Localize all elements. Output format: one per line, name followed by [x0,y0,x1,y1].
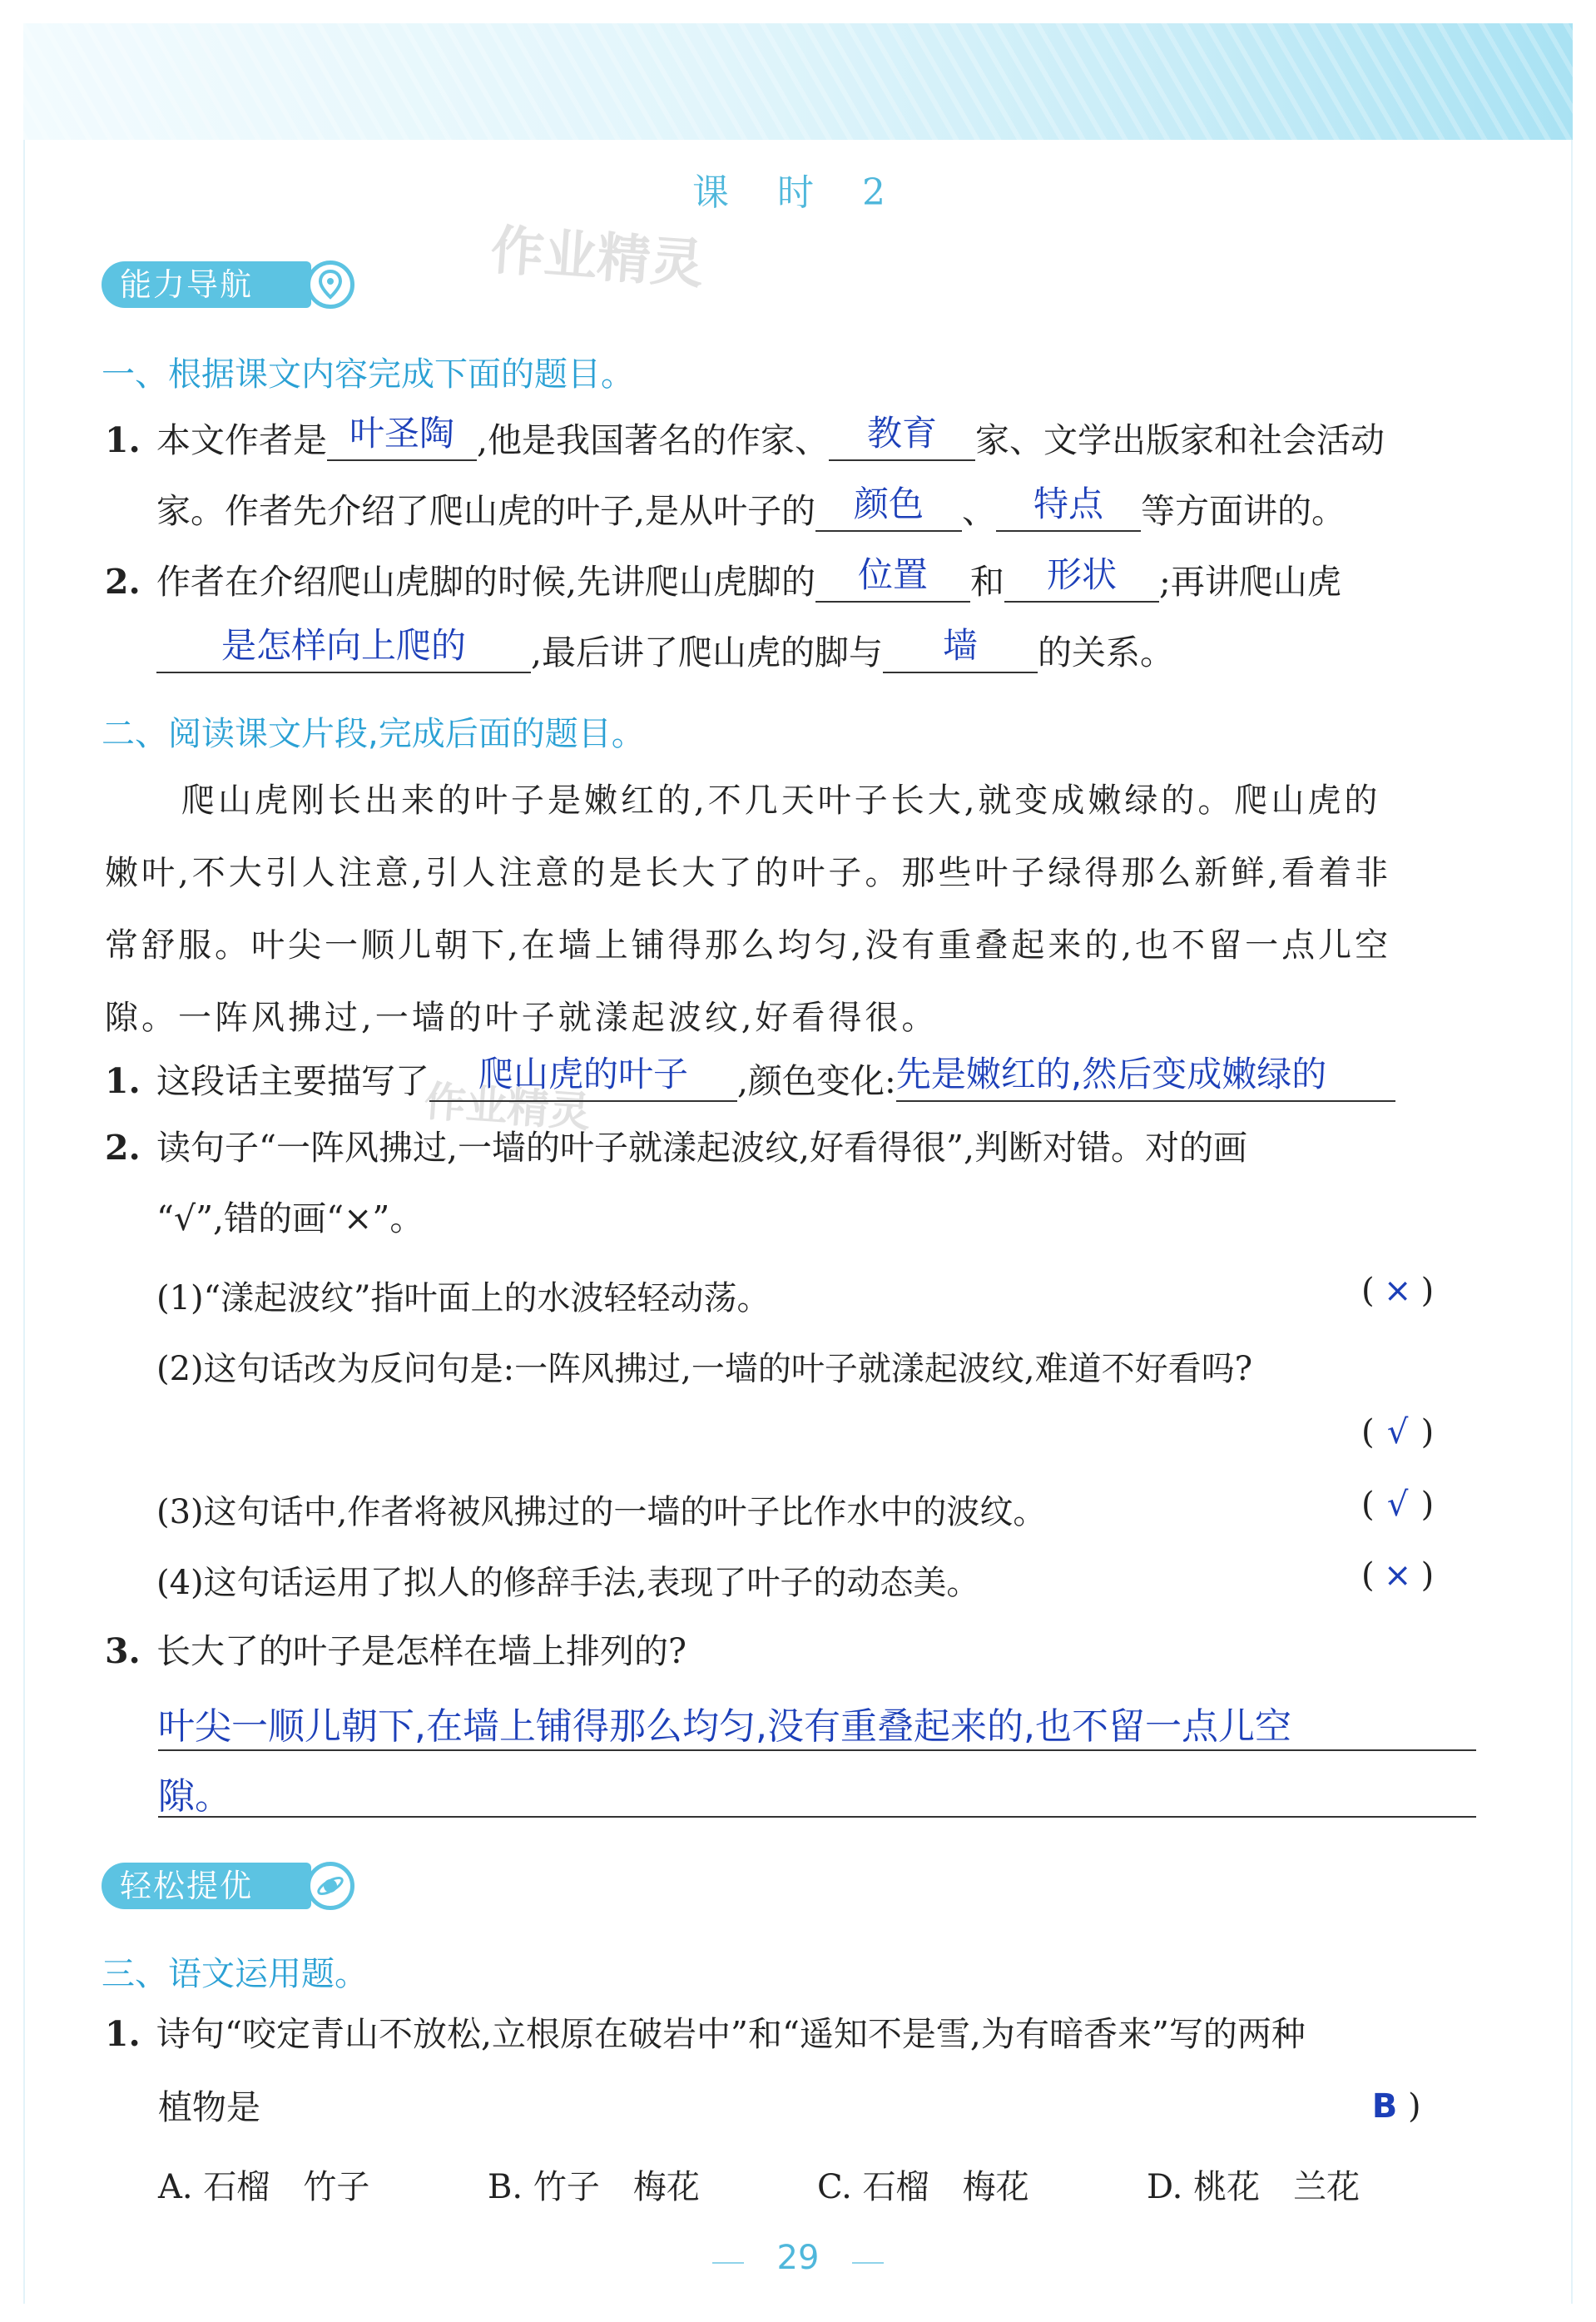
handwritten-answer: 墙 [943,624,979,666]
handwritten-answer: 教育 [867,412,938,454]
reading-question-1 [105,1053,1395,1102]
question-number: 3. [105,1631,141,1671]
passage-line: 嫩叶,不大引人注意,引人注意的是长大了的叶子。那些叶子绿得那么新鲜,看着非 [105,854,1392,892]
cross-mark: × [1383,1556,1412,1595]
paren: ) [1408,2087,1421,2126]
question-text: 本文作者是 [156,419,327,460]
judgement-answer [1361,1556,1434,1595]
reading-question-3 [105,1631,686,1672]
check-mark: √ [1386,1413,1409,1451]
answer-blank [996,483,1141,532]
question-text: 诗句“咬定青山不放松,立根原在破岩中”和“遥知不是雪,为有暗香来”写的两种 [156,2014,1306,2054]
question-1-line-2 [156,483,1346,532]
question-2-line-2 [156,624,1175,673]
passage-line: 隙。一阵风拂过,一墙的叶子就漾起波纹,好看得很。 [105,999,939,1037]
reading-question-2-line-1 [105,1128,1247,1168]
location-pin-icon [306,260,354,309]
judgement-item: (3)这句话中,作者将被风拂过的一墙的叶子比作水中的波纹。 [156,1493,1047,1531]
passage-line: 爬山虎刚长出来的叶子是嫩红的,不几天叶子长大,就变成嫩绿的。爬山虎的 [181,781,1381,820]
paren: ( [1361,1272,1375,1310]
judgement-answer [1361,1413,1434,1451]
lesson-title: 课 时 2 [692,171,904,214]
usage-question-1-line-2: 植物是 [158,2087,260,2127]
usage-question-1-line-1 [105,2014,1306,2055]
question-number: 1. [105,419,141,460]
page-number: 29 [776,2239,820,2277]
answer-blank [895,1053,1395,1102]
question-text: 作者在介绍爬山虎脚的时候,先讲爬山虎脚的 [156,561,816,602]
handwritten-answer: 先是嫩红的,然后变成嫩绿的 [895,1053,1327,1094]
reading-question-2-line-2: “√”,错的画“×”。 [156,1198,424,1238]
question-text: 长大了的叶子是怎样在墙上排列的? [156,1631,686,1671]
watermark: 作业精灵 [488,220,706,296]
answer-line [158,1749,1476,1751]
question-text: ,最后讲了爬山虎的脚与 [531,632,884,672]
handwritten-answer: 爬山虎的叶子 [478,1053,688,1094]
question-text: ,颜色变化: [737,1060,896,1101]
watermark: 作业精灵 [422,1077,592,1137]
judgement-answer [1361,1272,1434,1310]
passage-line: 常舒服。叶尖一顺儿朝下,在墙上铺得那么均匀,没有重叠起来的,也不留一点儿空 [105,926,1392,965]
question-text: ;再讲爬山虎 [1159,561,1341,602]
question-text: 和 [970,561,1005,602]
answer-line [158,1816,1476,1818]
option-a: A. 石榴 竹子 [158,2168,370,2206]
handwritten-answer: 隙。 [158,1775,231,1818]
handwritten-answer: B [1371,2087,1398,2126]
paren: ) [1420,1556,1435,1595]
paren: ) [1420,1413,1435,1451]
handwritten-answer: 形状 [1047,553,1118,595]
handwritten-answer: 是怎样向上爬的 [221,624,466,666]
option-c: C. 石榴 梅花 [817,2168,1029,2206]
header-banner-pattern [23,23,1573,140]
planet-icon [306,1862,354,1910]
page-number-dash [852,2262,884,2264]
paren: ) [1420,1486,1435,1524]
paren: ) [1420,1272,1435,1310]
question-text: 的关系。 [1038,632,1175,672]
question-text: ,他是我国著名的作家、 [477,419,830,460]
section-heading: 三、语文运用题。 [102,1955,368,1993]
handwritten-answer: 颜色 [854,483,924,524]
paren: ( [1361,1486,1375,1524]
option-b: B. 竹子 梅花 [488,2168,700,2206]
handwritten-answer: 特点 [1033,483,1104,524]
question-number: 2. [105,1128,141,1168]
judgement-item: (4)这句话运用了拟人的修辞手法,表现了叶子的动态美。 [156,1564,980,1602]
question-text: 家。作者先介绍了爬山虎的叶子,是从叶子的 [156,490,816,531]
question-text: 家、文学出版家和社会活动 [975,419,1385,460]
ability-tag: 能力导航 [102,261,311,308]
choice-answer [1361,2087,1421,2126]
answer-blank [883,624,1038,673]
answer-blank [1004,553,1159,603]
question-text: 这段话主要描写了 [156,1060,429,1101]
check-mark: √ [1386,1486,1409,1524]
answer-blank [156,624,531,673]
question-number: 2. [105,561,141,602]
handwritten-answer: 位置 [858,553,929,595]
question-text: 、 [962,490,997,531]
answer-blank [815,553,970,603]
question-1-line-1 [105,412,1385,461]
option-d: D. 桃花 兰花 [1147,2168,1361,2206]
handwritten-answer: 叶圣陶 [349,412,454,454]
question-2-line-1 [105,553,1341,603]
answer-blank [815,483,962,532]
question-text: 读句子“一阵风拂过,一墙的叶子就漾起波纹,好看得很”,判断对错。对的画 [156,1128,1248,1168]
question-text: 等方面讲的。 [1141,490,1346,531]
judgement-item: (1)“漾起波纹”指叶面上的水波轻轻动荡。 [156,1279,771,1317]
handwritten-answer: 叶尖一顺儿朝下,在墙上铺得那么均匀,没有重叠起来的,也不留一点儿空 [158,1705,1291,1748]
question-number: 1. [105,1060,141,1101]
question-number: 1. [105,2014,141,2054]
improve-tag: 轻松提优 [102,1863,311,1909]
answer-blank [429,1053,737,1102]
section-heading: 一、根据课文内容完成下面的题目。 [102,355,634,394]
section-heading: 二、阅读课文片段,完成后面的题目。 [102,715,645,753]
paren: ( [1361,1413,1375,1451]
cross-mark: × [1383,1272,1412,1310]
answer-blank [829,412,975,461]
judgement-answer [1361,1486,1434,1524]
answer-blank [327,412,477,461]
paren: ( [1361,1556,1375,1595]
judgement-item: (2)这句话改为反问句是:一阵风拂过,一墙的叶子就漾起波纹,难道不好看吗? [156,1350,1253,1388]
